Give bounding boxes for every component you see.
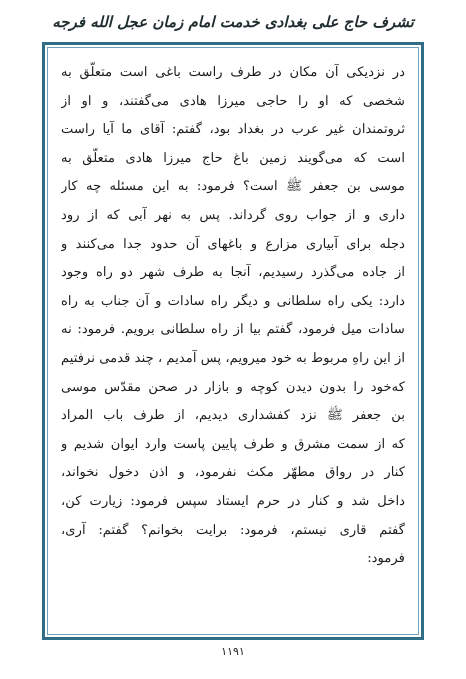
text-line: که از سمت مشرق و طرف پایین پاست وارد ایوان شدیم و xyxy=(61,436,405,452)
text-line: از جاده می‌گذرد رسیدیم، آنجا به طرف شهر دو راه وجود xyxy=(61,265,405,281)
body-text xyxy=(61,59,405,574)
text-line: گفتم قاری نیستم، فرمود: برایت بخوانم؟ گفتم: آری، xyxy=(61,522,405,538)
text-line: داری و از جواب روی گرداند. پس به نهر آبی که از رود xyxy=(61,207,405,223)
text-line: که‌خود را بدون دیدن کوچه و بازار در صحن مقدّس موسی xyxy=(61,379,405,395)
text-line: کنار در رواق مطهّر مکث نفرمود، و اذن دخول نخواند، xyxy=(61,465,405,481)
text-line: سادات میل فرمود، گفتم بیا از راه سلطانی برویم. فرمود: نه xyxy=(61,322,405,338)
text-line: است که می‌گویند زمین باغ حاج میرزا هادی متعلّق به xyxy=(61,150,405,166)
text-line: از این راهِ مربوط به خود میرویم، پس آمدیم ، چند قدمی نرفتیم xyxy=(61,350,405,366)
text-line: در نزدیکی آن مکان در طرف راست باغی است متعلّق به xyxy=(61,65,405,80)
text-line: دجله برای آبیاری مزارع و باغهای آن حدود جدا می‌کنند و xyxy=(61,236,405,252)
text-line: موسی بن جعفر ﷺ است؟ فرمود: به این مسئله چه کار xyxy=(61,179,405,195)
header-title: تشرف حاج علی بغدادی خدمت امام زمان عجل الله فرجه xyxy=(52,13,414,31)
text-line: دارد: یکی راه سلطانی و دیگر راه سادات و آن جناب به راه xyxy=(61,293,405,309)
text-line: داخل شد و کنار در حرم ایستاد سپس فرمود: زیارت کن، xyxy=(61,493,405,509)
text-line: بن جعفر ﷺ نزد کفشداری دیدیم، از طرف باب المراد xyxy=(61,408,405,424)
text-line: فرمود: xyxy=(367,551,405,567)
text-line: شخصی که او را حاجی میرزا هادی می‌گفتند، و او از xyxy=(61,93,405,109)
page-header xyxy=(0,8,466,36)
text-line: ثروتمندان غیر عرب در بغداد بود، گفتم: آقای ما آیا راست xyxy=(61,122,405,138)
text-frame xyxy=(42,42,424,640)
page-number: ۱۱۹۱ xyxy=(221,645,245,658)
